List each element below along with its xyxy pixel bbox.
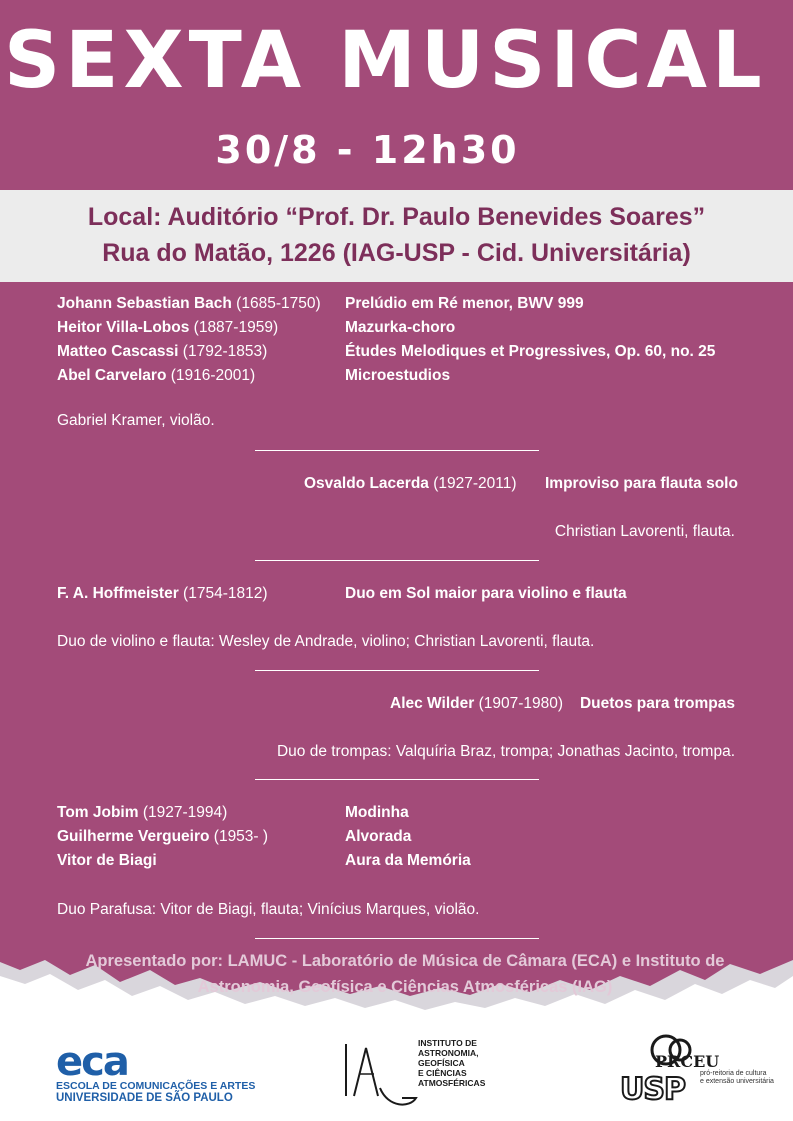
work-title: Duetos para trompas <box>579 695 735 712</box>
work-title: Alvorada <box>345 828 412 845</box>
work-title: Microestudios <box>345 367 451 384</box>
prceu-wordmark: PRCEU <box>655 1052 720 1071</box>
composer-years: (1927-1994) <box>142 804 228 821</box>
composer-years: (1907-1980) <box>478 695 564 712</box>
presented-line-1: Apresentado por: LAMUC - Laboratório de Música de Câmara (ECA) e Instituto de <box>85 952 725 970</box>
composer-years: (1685-1750) <box>236 295 321 312</box>
iag-logo <box>340 1038 500 1108</box>
iag-name: INSTITUTO DE ASTRONOMIA, GEOFÍSICA E CIÊNCIAS ATMOSFÉRICAS <box>418 1038 486 1088</box>
separator <box>255 938 539 939</box>
work-title: Modinha <box>345 804 409 821</box>
prceu-usp-logo <box>620 1030 780 1110</box>
composer-row <box>57 825 268 849</box>
performers: Duo Parafusa: Vitor de Biagi, flauta; Vinícius Marques, violão. <box>57 901 480 918</box>
composer-name: Alec Wilder <box>390 695 475 712</box>
composer-name: Tom Jobim <box>57 804 139 821</box>
work-title: Duo em Sol maior para violino e flauta <box>345 585 627 602</box>
work-title: Prelúdio em Ré menor, BWV 999 <box>345 295 584 312</box>
composer-name: Osvaldo Lacerda <box>304 475 429 492</box>
composer-name: Matteo Cascassi <box>57 343 179 360</box>
composer-years: (1887-1959) <box>193 319 279 336</box>
work-title: Aura da Memória <box>345 852 471 869</box>
performers: Christian Lavorenti, flauta. <box>554 523 735 540</box>
composer-years: (1927-2011) <box>433 475 517 492</box>
composer-years: (1916-2001) <box>170 367 256 384</box>
work-title: Improviso para flauta solo <box>545 475 738 492</box>
performers: Gabriel Kramer, violão. <box>57 412 215 429</box>
eca-logo <box>56 1039 256 1104</box>
composer-row <box>304 472 517 496</box>
composer-row <box>57 316 278 340</box>
composer-name: Johann Sebastian Bach <box>57 295 232 312</box>
separator <box>255 560 539 561</box>
work-title: Mazurka-choro <box>345 319 456 336</box>
composer-name: Guilherme Vergueiro <box>57 828 210 845</box>
date-time: 30/8 - 12h30 <box>215 128 520 172</box>
separator <box>255 450 539 451</box>
composer-row <box>57 292 321 316</box>
composer-row <box>57 849 157 873</box>
composer-years: (1792-1853) <box>182 343 268 360</box>
separator <box>255 779 539 780</box>
composer-row <box>57 801 227 825</box>
composer-years: (1953- ) <box>213 828 269 845</box>
composer-name: Vitor de Biagi <box>57 852 157 869</box>
poster-title: SEXTA MUSICAL <box>4 16 767 106</box>
presented-line-2: Astronomia, Geofísica e Ciências Atmosféricas (IAG) <box>197 978 613 996</box>
composer-row <box>57 582 268 606</box>
separator <box>255 670 539 671</box>
composer-row <box>390 692 563 716</box>
work-title: Études Melodiques et Progressives, Op. 60, no. 25 <box>345 343 716 360</box>
eca-line-2: UNIVERSIDADE DE SÃO PAULO <box>56 1092 233 1104</box>
performers: Duo de violino e flauta: Wesley de Andrade, violino; Christian Lavorenti, flauta. <box>57 633 595 650</box>
composer-name: Heitor Villa-Lobos <box>57 319 190 336</box>
composer-name: Abel Carvelaro <box>57 367 167 384</box>
venue-band <box>0 190 793 282</box>
composer-row <box>57 340 267 364</box>
presented-by <box>60 948 750 1000</box>
composer-row <box>57 364 255 388</box>
venue-line-2: Rua do Matão, 1226 (IAG-USP - Cid. Universitária) <box>102 239 691 267</box>
usp-wordmark: USP <box>620 1072 685 1107</box>
iag-mark-icon <box>340 1038 418 1110</box>
performers: Duo de trompas: Valquíria Braz, trompa; Jonathas Jacinto, trompa. <box>276 743 735 760</box>
composer-years: (1754-1812) <box>183 585 268 602</box>
composer-name: F. A. Hoffmeister <box>57 585 179 602</box>
prceu-subtitle: pró-reitoria de cultura e extensão universitária <box>700 1070 774 1085</box>
venue-line-1: Local: Auditório “Prof. Dr. Paulo Benevides Soares” <box>87 203 706 231</box>
eca-wordmark: eca <box>56 1039 128 1085</box>
eca-line-1: ESCOLA DE COMUNICAÇÕES E ARTES <box>56 1080 256 1092</box>
